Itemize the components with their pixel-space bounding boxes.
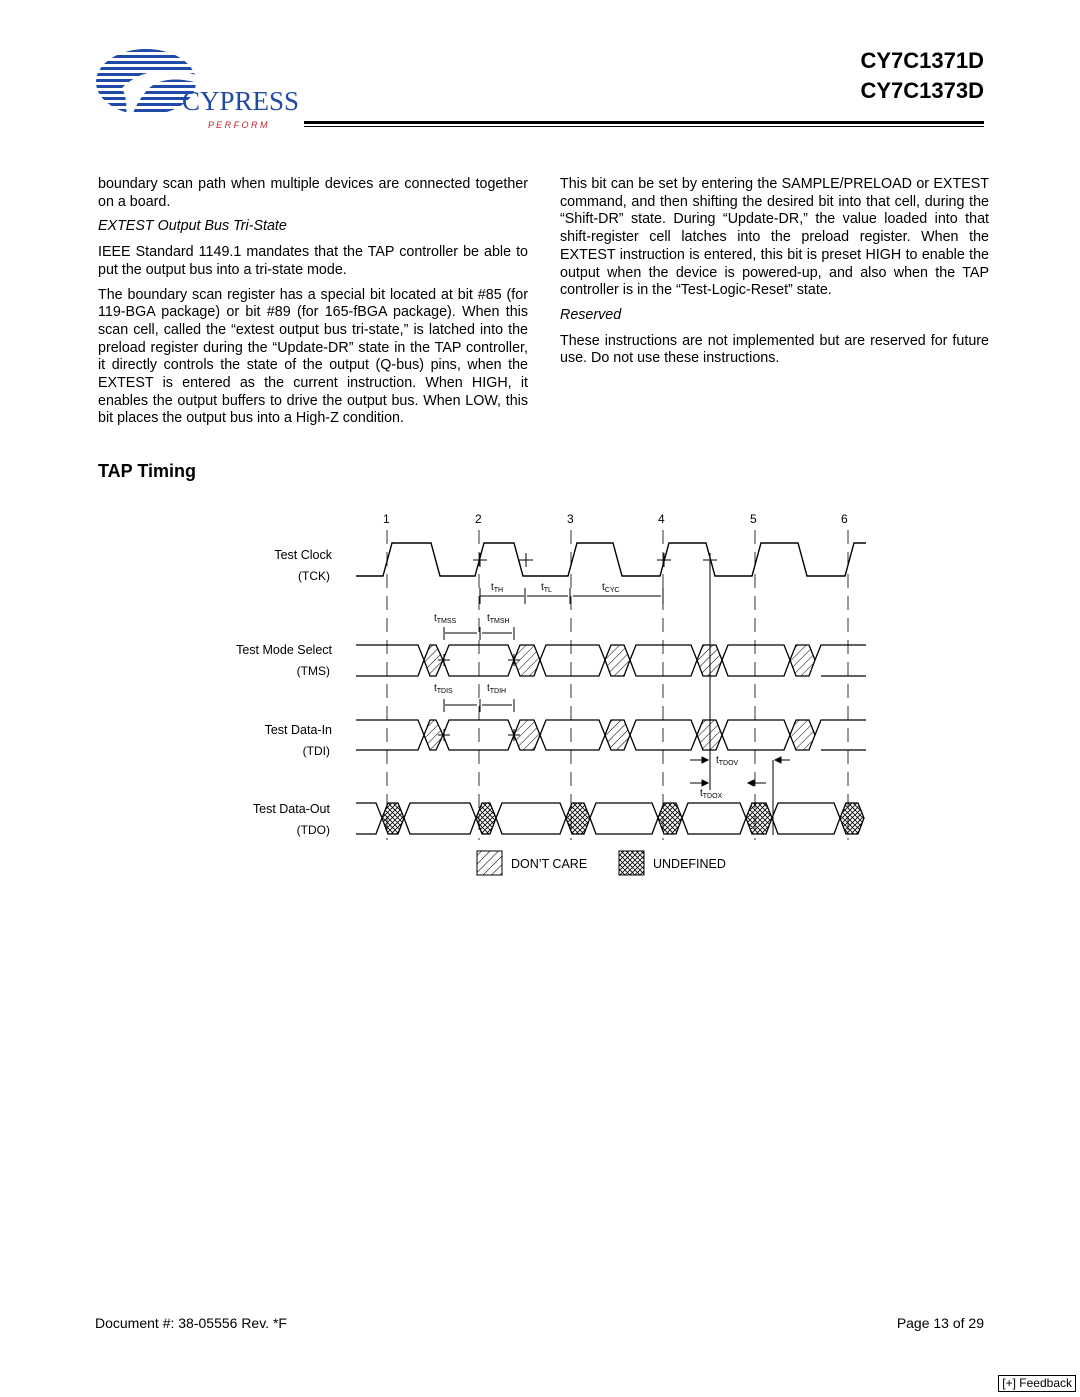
- dont-care-label: DON’T CARE: [511, 857, 588, 871]
- cycle-2: 2: [475, 512, 482, 526]
- header-rule-thin: [304, 126, 984, 127]
- tck-abbr: (TCK): [298, 569, 330, 583]
- section-heading: TAP Timing: [98, 461, 197, 481]
- tmsh-label: $t_{TMSH}$: [487, 613, 510, 625]
- undefined-swatch: [619, 851, 644, 875]
- cypress-logo: [92, 48, 312, 134]
- tdo-waveform: [356, 803, 864, 834]
- tdo-abbr: (TDO): [296, 823, 330, 837]
- tck-edge-markers: [473, 553, 717, 567]
- cycle-6: 6: [841, 512, 848, 526]
- tdi-waveform: [356, 720, 866, 750]
- right-paragraph-1: This bit can be set by entering the SAMPLE/PRELOAD or EXTEST command, and then shifting the desired bit into that cell, during the “Shift-DR” state. During “Update-DR,” the value loaded into that shift-register cell latches into the preload register. When the EXTEST instruction is entered, this bit is preset HIGH to enable the output when the device is powered-up, and also when the TAP controller is in the “Test-Logic-Reset” state.: [560, 176, 989, 299]
- tms-waveform: [356, 645, 866, 676]
- document-number: Document #: 38-05556 Rev. *F: [95, 1315, 287, 1331]
- tms-name: Test Mode Select: [236, 643, 332, 657]
- tdo-name: Test Data-Out: [252, 802, 330, 816]
- left-paragraph-3: The boundary scan register has a special bit located at bit #85 (for 119-BGA package) or bit #89 (for 165-fBGA package). When this scan cell, called the “extest output bus tri-state,” is latched into the preload register during the “Update-DR” state in the TAP controller, it directly controls the state of the output (Q-bus) pins, when the EXTEST is entered as the current instruction. When HIGH, it enables the output buffers to drive the output bus. When LOW, this bit places the output bus into a High-Z condition.: [98, 286, 528, 427]
- tdo-timing-arrows: [690, 757, 790, 786]
- part-number-1: CY7C1371D: [860, 48, 984, 73]
- tdox-label: $t_{TDOX}$: [700, 788, 723, 800]
- tms-abbr: (TMS): [296, 664, 330, 678]
- header-rule: [304, 121, 984, 124]
- left-paragraph-2: IEEE Standard 1149.1 mandates that the TAP controller be able to put the output bus into a tri-state mode.: [98, 244, 528, 278]
- page-number: Page 13 of 29: [896, 1315, 984, 1331]
- right-column: [560, 176, 989, 375]
- tdis-label: $t_{TDIS}$: [434, 683, 453, 695]
- logo-wordmark: CYPRESS: [182, 86, 300, 116]
- tcyc-label: $t_{CYC}$: [602, 582, 620, 594]
- part-number-2: CY7C1373D: [860, 78, 984, 103]
- tmss-label: $t_{TMSS}$: [434, 613, 457, 625]
- tck-timing-arrows: [480, 588, 663, 604]
- left-column: [98, 176, 528, 435]
- tck-name: Test Clock: [274, 548, 332, 562]
- dont-care-swatch: [477, 851, 502, 875]
- left-paragraph-1: boundary scan path when multiple devices are connected together on a board.: [98, 176, 528, 210]
- cycle-5: 5: [750, 512, 757, 526]
- logo-tagline: P E R F O R M: [208, 120, 268, 130]
- tck-waveform: [356, 543, 866, 576]
- tdi-abbr: (TDI): [302, 744, 330, 758]
- tdih-label: $t_{TDIH}$: [487, 683, 507, 695]
- tap-timing-diagram: [200, 505, 900, 885]
- tdi-name: Test Data-In: [264, 723, 332, 737]
- undefined-label: UNDEFINED: [653, 857, 726, 871]
- cycle-4: 4: [658, 512, 665, 526]
- tdov-label: $t_{TDOV}$: [716, 755, 739, 767]
- tth-label: $t_{TH}$: [491, 582, 504, 594]
- feedback-link[interactable]: [+] Feedback: [998, 1375, 1076, 1392]
- reserved-subheading: Reserved: [560, 306, 622, 323]
- cycle-3: 3: [567, 512, 574, 526]
- extest-subheading: EXTEST Output Bus Tri-State: [98, 218, 287, 235]
- right-paragraph-2: These instructions are not implemented but are reserved for future use. Do not use these instructions.: [560, 332, 989, 367]
- cycle-1: 1: [383, 512, 390, 526]
- ttl-label: $t_{TL}$: [541, 582, 552, 594]
